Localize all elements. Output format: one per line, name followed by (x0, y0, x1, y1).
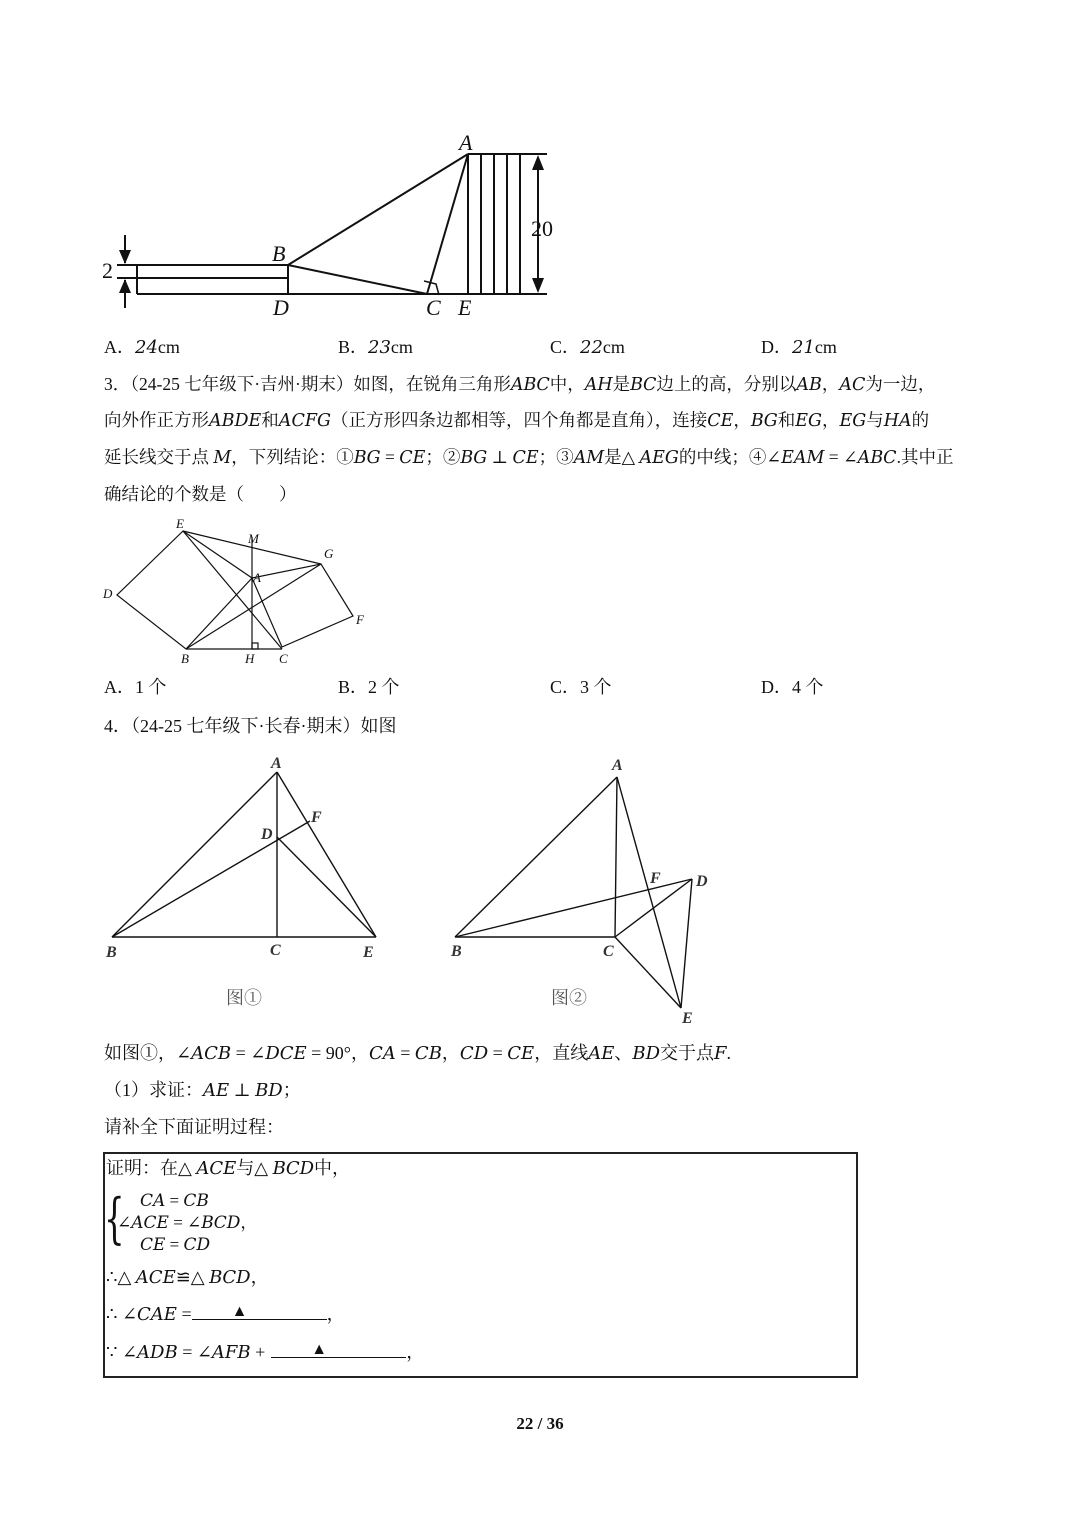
q4-given: 如图①，∠𝐴𝐶𝐵 = ∠𝐷𝐶𝐸 = 90°，𝐶𝐴 = 𝐶𝐵，𝐶𝐷 = 𝐶𝐸，直线𝐴𝐸、𝐵𝐷交于点𝐹. (104, 1043, 731, 1063)
sq-label-M: M (248, 531, 259, 546)
q2-option-a[interactable]: A．24cm (104, 337, 180, 358)
q4-header: 4．（24-25 七年级下·长春·期末）如图 (104, 716, 397, 736)
label-C: C (426, 295, 441, 320)
q4f2-label-F: F (650, 870, 661, 887)
proof-line-cae: ∴ ∠𝐶𝐴𝐸 = ▲ ， (106, 1301, 345, 1327)
answer-blank-2[interactable] (271, 1339, 406, 1358)
q4-fig2-caption: 图② (551, 988, 587, 1008)
q4f2-label-D: D (696, 873, 708, 890)
q4f2-label-C: C (603, 943, 614, 960)
q3-option-d[interactable]: D．4 个 (761, 677, 824, 697)
page-number: 22 / 36 (516, 1414, 564, 1433)
q3-option-b[interactable]: B．2 个 (338, 677, 400, 697)
brace-icon: { (104, 1187, 125, 1250)
q4-fig2-diagram (445, 750, 735, 1030)
label-A: A (459, 130, 473, 155)
q4f1-label-C: C (270, 942, 281, 959)
q4f2-label-A: A (612, 757, 623, 774)
q4-fig1-caption: 图① (226, 988, 262, 1008)
label-D: D (273, 295, 289, 320)
dim-20: 20 (531, 216, 553, 241)
q3-line-4: 确结论的个数是（ ） (104, 484, 297, 504)
q4f1-label-B: B (106, 944, 117, 961)
proof-congruent: ∴△ 𝐴𝐶𝐸≌△ 𝐵𝐶𝐷， (106, 1267, 269, 1287)
triangle-icon: ▲ (311, 1341, 328, 1358)
sq-label-B: B (181, 651, 189, 666)
sq-label-A: A (253, 570, 261, 585)
figure-q4-2 (445, 750, 735, 1030)
q4f1-label-A: A (271, 755, 282, 772)
proof-sys-3: 𝐶𝐸 = 𝐶𝐷 (140, 1235, 211, 1254)
q3-line-2: 向外作正方形𝐴𝐵𝐷𝐸和𝐴𝐶𝐹𝐺（正方形四条边都相等，四个角都是直角），连接𝐶𝐸，𝐵𝐺和𝐸𝐺，𝐸𝐺与𝐻𝐴的 (104, 410, 930, 430)
q3-option-a[interactable]: A．1 个 (104, 677, 167, 697)
sq-label-D: D (103, 586, 113, 601)
sq-label-G: G (324, 546, 334, 561)
q4f1-label-E: E (363, 944, 374, 961)
sq-label-C: C (279, 651, 288, 666)
label-E: E (458, 295, 472, 320)
q4f1-label-D: D (261, 826, 273, 843)
proof-sys-2: ∠𝐴𝐶𝐸 = ∠𝐵𝐶𝐷， (117, 1213, 258, 1232)
triangle-icon: ▲ (231, 1303, 248, 1320)
dim-2: 2 (102, 258, 113, 283)
q2-option-d[interactable]: D．21cm (761, 337, 837, 358)
q4-fig1-diagram (100, 750, 400, 1010)
proof-line-1: 证明：在△ 𝐴𝐶𝐸与△ 𝐵𝐶𝐷中， (106, 1158, 351, 1178)
sq-label-E: E (176, 516, 184, 531)
proof-sys-1: 𝐶𝐴 = 𝐶𝐵 (140, 1191, 209, 1210)
q3-line-1: 3．（24-25 七年级下·吉州·期末）如图，在锐角三角形𝐴𝐵𝐶中，𝐴𝐻是𝐵𝐶边上的高，分别以𝐴𝐵，𝐴𝐶为一边， (104, 374, 936, 394)
squares-diagram (95, 512, 385, 672)
q4f2-label-E: E (682, 1010, 693, 1027)
q2-option-c[interactable]: C．22cm (550, 337, 625, 358)
q2-option-b[interactable]: B．23cm (338, 337, 413, 358)
figure-ramp (95, 130, 565, 325)
label-B: B (272, 241, 286, 266)
ramp-diagram (95, 130, 565, 325)
proof-line-adb: ∵ ∠𝐴𝐷𝐵 = ∠𝐴𝐹𝐵 + ▲ ， (106, 1339, 424, 1365)
q3-line-3: 延长线交于点 𝑀，下列结论：①𝐵𝐺 = 𝐶𝐸；②𝐵𝐺 ⊥ 𝐶𝐸；③𝐴𝑀是△ 𝐴𝐸𝐺的中线；④∠𝐸𝐴𝑀 = ∠𝐴𝐵𝐶.其中正 (104, 447, 954, 467)
sq-label-H: H (245, 651, 255, 666)
figure-squares (95, 512, 385, 672)
figure-q4-1 (100, 750, 400, 1010)
q4f1-label-F: F (311, 809, 322, 826)
q4-instruction: 请补全下面证明过程： (104, 1117, 284, 1137)
q4-part1: （1）求证：𝐴𝐸 ⊥ 𝐵𝐷； (104, 1080, 301, 1100)
answer-blank-1[interactable] (192, 1301, 327, 1320)
sq-label-F: F (356, 612, 364, 627)
q4f2-label-B: B (451, 943, 462, 960)
q3-option-c[interactable]: C．3 个 (550, 677, 612, 697)
